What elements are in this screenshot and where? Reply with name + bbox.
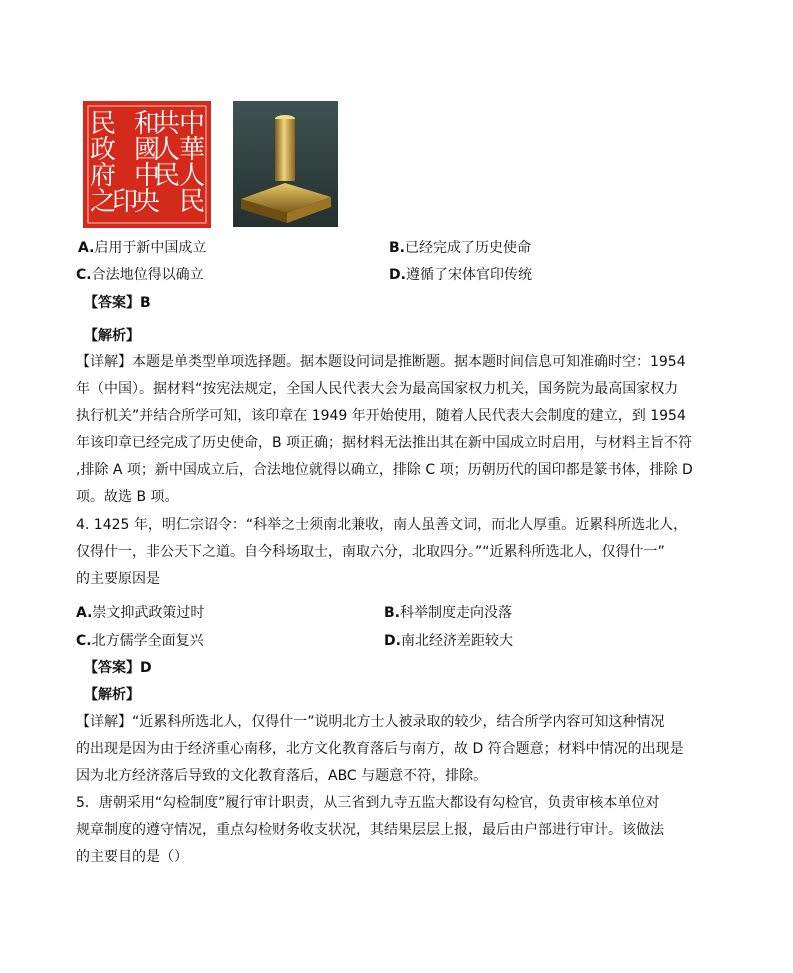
seal-object-svg — [233, 101, 338, 227]
q4-option-b: B.科举制度走向没落 — [384, 605, 512, 621]
q4-option-a: A.崇文抑武政策过时 — [76, 605, 205, 621]
svg-text:國: 國 — [133, 135, 161, 165]
q5-stem — [76, 790, 716, 871]
q4-stem-line: 4. 1425 年，明仁宗诏令：“科举之士须南北兼收，南人虽善文词，而北人厚重。近累科所选北人， — [76, 517, 688, 533]
q3-option-c: C.合法地位得以确立 — [76, 267, 204, 283]
q3-option-b: B.已经完成了历史使命 — [389, 240, 531, 256]
q4-analysis-label: 【解析】 — [84, 687, 140, 703]
q3-option-d: D.遵循了宋体官印传统 — [389, 267, 532, 283]
q5-stem-line: 规章制度的遵守情况，重点勾检财务收支状况，其结果层层上报，最后由户部进行审计。该做法 — [76, 822, 664, 838]
svg-text:民: 民 — [178, 187, 206, 217]
svg-text:共: 共 — [153, 109, 181, 139]
q4-option-c: C.北方儒学全面复兴 — [76, 633, 204, 649]
svg-text:政: 政 — [89, 135, 117, 165]
q4-stem-line: 仅得什一，非公天下之道。自今科场取士，南取六分，北取四分。”“近累科所选北人，仅得什一” — [76, 544, 665, 560]
svg-text:和: 和 — [133, 109, 161, 139]
q3-answer: 【答案】B — [84, 295, 151, 311]
q4-stem — [76, 512, 716, 593]
q3-detail-line: 【详解】本题是单类型单项选择题。据本题设问词是推断题。据本题时间信息可知准确时空：1954 — [76, 354, 686, 370]
svg-text:央: 央 — [133, 187, 161, 217]
q3-detail-line: ,排除 A 项；新中国成立后，合法地位就得以确立，排除 C 项；历朝历代的国印都是篆书体，排除 D — [76, 462, 693, 478]
q3-detail-line: 项。故选 B 项。 — [76, 489, 179, 505]
q4-detail-line: 的出现是因为由于经济重心南移，北方文化教育落后与南方，故 D 符合题意；材料中情况的出现是 — [76, 741, 684, 757]
q4-detail — [76, 709, 716, 790]
seal-object-photo — [233, 101, 338, 227]
q5-stem-line: 的主要目的是（） — [76, 849, 188, 865]
q3-analysis-label: 【解析】 — [84, 328, 140, 344]
svg-text:人: 人 — [178, 161, 206, 191]
svg-text:印: 印 — [111, 187, 139, 217]
svg-text:民: 民 — [89, 109, 117, 139]
seal-stamp-image — [83, 101, 211, 228]
q3-detail-line: 年（中国）。据材料“按宪法规定，全国人民代表大会为最高国家权力机关，国务院为最高国家权力 — [76, 381, 679, 397]
svg-text:民: 民 — [153, 161, 181, 191]
svg-text:人: 人 — [153, 135, 181, 165]
q3-option-a: A.启用于新中国成立 — [78, 240, 207, 256]
svg-text:府: 府 — [89, 161, 117, 191]
svg-text:華: 華 — [178, 135, 206, 165]
q4-detail-line: 【详解】“近累科所选北人，仅得什一”说明北方士人被录取的较少，结合所学内容可知这种情况 — [76, 714, 665, 730]
q4-stem-line: 的主要原因是 — [76, 571, 160, 587]
q5-stem-line: 5．唐朝采用“勾检制度”履行审计职责，从三省到九寺五监大都设有勾检官，负责审核本单位对 — [76, 795, 660, 811]
q3-detail-line: 执行机关”并结合所学可知，该印章在 1949 年开始使用，随着人民代表大会制度的建立，到 1954 — [76, 408, 686, 424]
seal-stamp-svg — [83, 101, 211, 228]
svg-text:之: 之 — [89, 187, 117, 217]
q4-option-d: D.南北经济差距较大 — [384, 633, 513, 649]
q4-answer: 【答案】D — [84, 660, 152, 676]
q4-detail-line: 因为北方经济落后导致的文化教育落后，ABC 与题意不符，排除。 — [76, 768, 488, 784]
svg-text:中: 中 — [178, 109, 206, 139]
q3-detail-line: 年该印章已经完成了历史使命，B 项正确；据材料无法推出其在新中国成立时启用，与材料主旨不符 — [76, 435, 693, 451]
svg-text:中: 中 — [133, 161, 161, 191]
q3-detail — [76, 349, 716, 511]
